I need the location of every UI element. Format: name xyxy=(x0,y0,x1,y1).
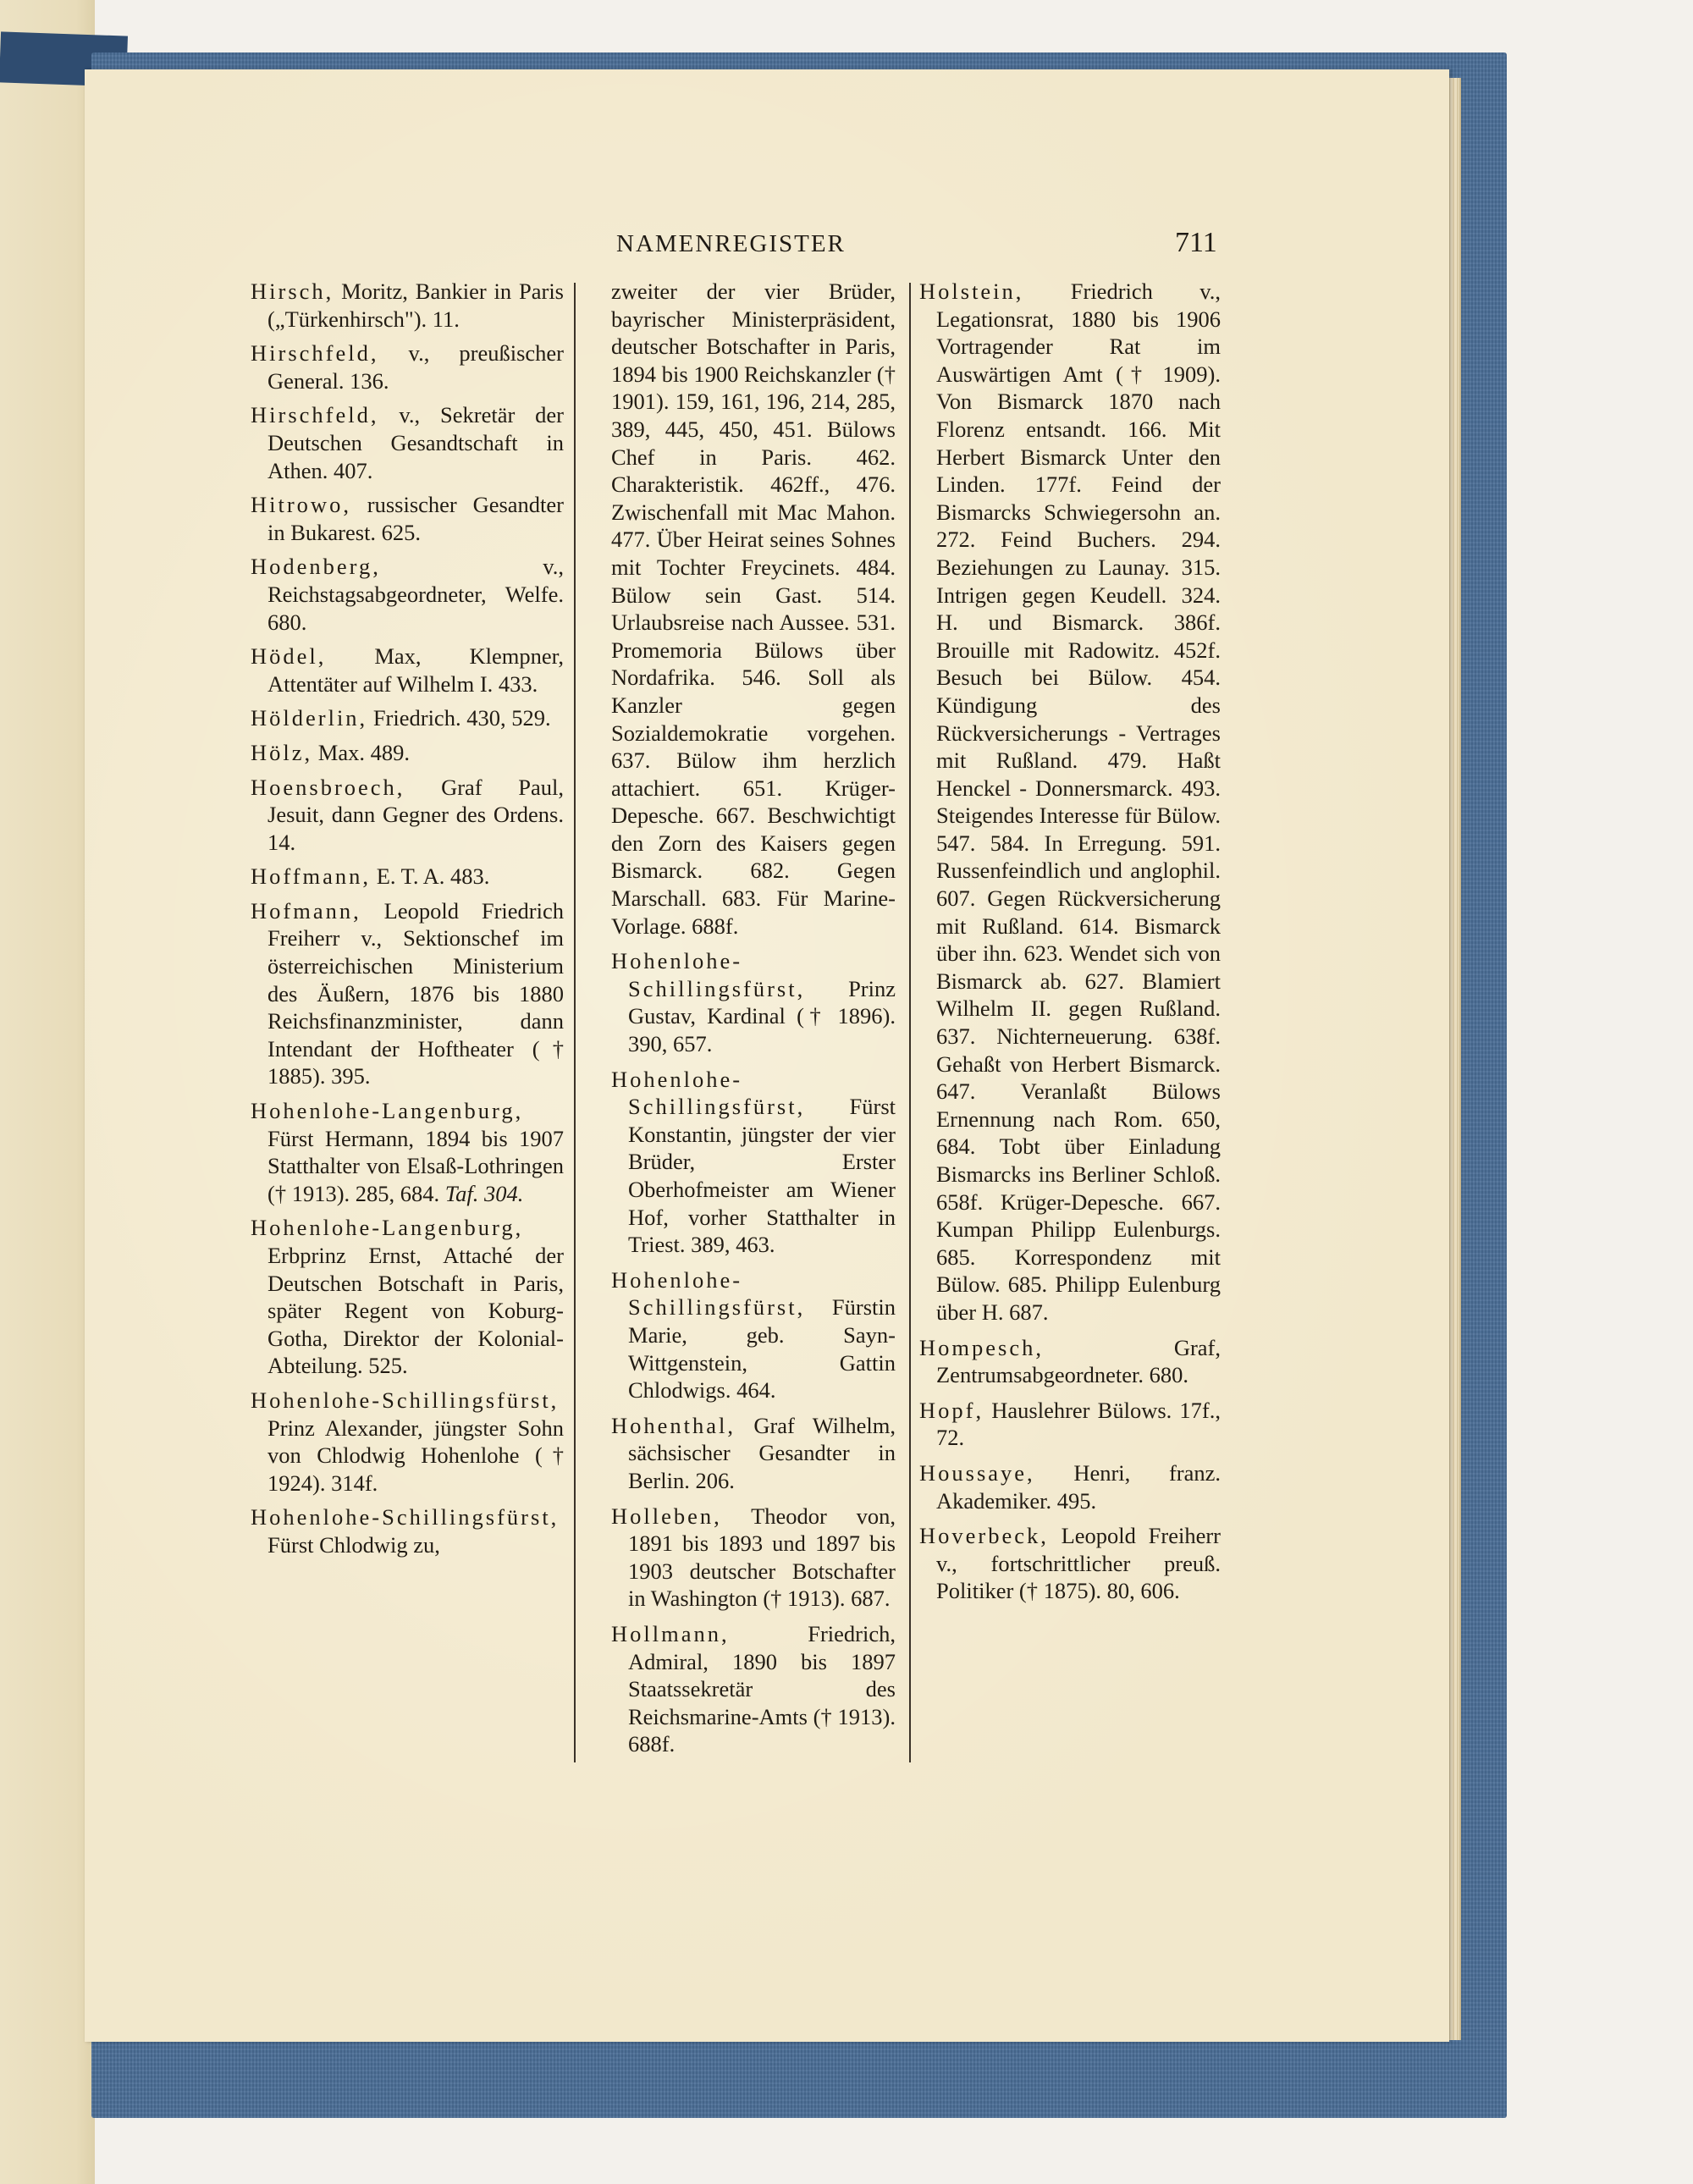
index-entry xyxy=(251,339,564,394)
entry-name: Hohenlohe-Langenburg, xyxy=(251,1098,524,1124)
index-entry xyxy=(251,278,564,333)
entry-name: Hirschfeld, xyxy=(251,340,379,367)
entry-name: Hödel, xyxy=(251,643,327,670)
entry-name: Hopf, xyxy=(919,1397,984,1423)
entry-name: Holleben, xyxy=(611,1503,722,1529)
entry-name: Holstein, xyxy=(919,279,1024,304)
left-page-edge xyxy=(0,0,95,2184)
entry-name: Hohenlohe-Schillingsfürst, xyxy=(251,1504,560,1530)
index-entry xyxy=(251,1214,564,1380)
index-entry xyxy=(251,1097,564,1207)
index-entry xyxy=(251,1503,564,1558)
entry-text: Prinz Alexander, jüngster Sohn von Chlodwig Hohenlohe († 1924). 314f. xyxy=(267,1415,564,1496)
entry-text: Leopold Friedrich Freiherr v., Sektionschef im österreichischen Ministerium des Äußern, 1876 bis 1880 Reichsfinanzminister, dann Intendant der Hoftheater († 1885). 395. xyxy=(267,897,564,1089)
index-entry xyxy=(919,1522,1221,1605)
entry-text: Friedrich. 430, 529. xyxy=(367,705,551,731)
entry-text: Moritz, Bankier in Paris („Türkenhirsch"). 11. xyxy=(267,279,564,332)
entry-text: Theodor von, 1891 bis 1893 und 1897 bis 1903 deutscher Botschafter in Washington († 1913). 687. xyxy=(628,1503,896,1612)
index-entry xyxy=(611,947,896,1057)
index-column-1 xyxy=(251,278,564,1566)
entry-text: Leopold Freiherr v., fortschrittlicher preuß. Politiker († 1875). 80, 606. xyxy=(936,1523,1221,1604)
entry-name: Hofmann, xyxy=(251,897,361,924)
index-entry xyxy=(919,1397,1221,1452)
entry-name: Hölz, xyxy=(251,739,313,765)
index-entry xyxy=(919,1334,1221,1389)
column-divider xyxy=(574,283,576,1762)
index-entry xyxy=(251,897,564,1090)
index-entry xyxy=(919,1459,1221,1514)
entry-name: Houssaye, xyxy=(919,1459,1035,1486)
entry-plate-reference: Taf. 304. xyxy=(444,1180,524,1206)
entry-name: Hoensbroech, xyxy=(251,774,405,800)
entry-text: v., Sekretär der Deutschen Gesandtschaft in Athen. 407. xyxy=(267,402,564,483)
entry-name: Hollmann, xyxy=(611,1620,730,1646)
entry-name: Hohenthal, xyxy=(611,1412,736,1438)
page-number: 711 xyxy=(1175,227,1217,258)
index-entry xyxy=(611,1503,896,1613)
index-entry xyxy=(251,704,564,732)
entry-text: Friedrich, Admiral, 1890 bis 1897 Staatssekretär des Reichsmarine-Amts († 1913). 688f. xyxy=(628,1620,896,1757)
index-entry xyxy=(251,643,564,698)
entry-text: Fürst Konstantin, jüngster der vier Brüder, Erster Oberhofmeister am Wiener Hof, vorher Statthalter in Triest. 389, 463. xyxy=(628,1094,896,1258)
index-entry xyxy=(251,1387,564,1497)
entry-name: Hirschfeld, xyxy=(251,402,379,428)
index-entry xyxy=(611,1266,896,1404)
index-column-2 xyxy=(611,278,896,1766)
entry-text: zweiter der vier Brüder, bayrischer Ministerpräsident, deutscher Botschafter in Paris, 1894 bis 1900 Reichskanzler († 1901). 159, 161, 196, 214, 285, 389, 445, 450, 451. Bülows Chef in Paris. 462. Charakteristik. 462ff., 476. Zwischenfall mit Mac Mahon. 477. Über Heirat seines Sohnes mit Tochter Freycinets. 484. Bülow sein Gast. 514. Urlaubsreise nach Aussee. 531. Promemoria Bülows über Nordafrika. 546. Soll als Kanzler gegen Sozialdemokratie vorgehen. 637. Bülow ihm herzlich attachiert. 651. Krüger-Depesche. 667. Beschwichtigt den Zorn des Kaisers gegen Bismarck. 682. Gegen Marschall. 683. Für Marine-Vorlage. 688f. xyxy=(611,279,896,939)
entry-name: Hodenberg, xyxy=(251,554,381,580)
entry-text: Fürstin Marie, geb. Sayn-Wittgenstein, Gattin Chlodwigs. 464. xyxy=(628,1294,896,1404)
entry-text: Fürst Chlodwig zu, xyxy=(267,1531,440,1558)
entry-text: russischer Gesandter in Bukarest. 625. xyxy=(267,492,564,545)
entry-text: Fürst Hermann, 1894 bis 1907 Statthalter von Elsaß-Lothringen († 1913). 285, 684. xyxy=(267,1125,564,1206)
entry-name: Hohenlohe-Schillingsfürst, xyxy=(611,1066,806,1120)
index-entry xyxy=(611,1066,896,1259)
index-column-3 xyxy=(919,278,1221,1613)
entry-name: Hompesch, xyxy=(919,1334,1044,1360)
index-entry xyxy=(251,774,564,857)
entry-text: v., Reichstagsabgeordneter, Welfe. 680. xyxy=(267,554,564,635)
index-entry xyxy=(251,863,564,891)
entry-name: Hohenlohe-Schillingsfürst, xyxy=(611,1266,806,1321)
entry-name: Hitrowo, xyxy=(251,492,351,518)
index-entry-continuation xyxy=(611,278,896,940)
entry-text: Graf Paul, Jesuit, dann Gegner des Ordens. 14. xyxy=(267,774,564,855)
entry-name: Hölderlin, xyxy=(251,705,368,731)
entry-text: Max. 489. xyxy=(312,739,410,765)
entry-name: Hohenlohe-Schillingsfürst, xyxy=(251,1387,560,1413)
entry-text: Graf, Zentrumsabgeordneter. 680. xyxy=(936,1334,1221,1388)
index-entry xyxy=(611,1620,896,1758)
entry-text: v., preußischer General. 136. xyxy=(267,340,564,394)
column-divider xyxy=(909,283,911,1762)
entry-name: Hirsch, xyxy=(251,279,334,304)
entry-name: Hoffmann, xyxy=(251,863,372,890)
entry-text: Friedrich v., Legationsrat, 1880 bis 1906 Vortragender Rat im Auswärtigen Amt († 1909). Von Bismarck 1870 nach Florenz entsandt. 166. Mit Herbert Bismarck Unter den Linden. 177f. Feind der Bismarcks Schwiegersohn an. 272. Feind Buchers. 294. Beziehungen zu Launay. 315. Intrigen gegen Keudell. 324. H. und Bismarck. 386f. Brouille mit Radowitz. 452f. Besuch bei Bülow. 454. Kündigung des Rückversicherungs - Vertrages mit Rußland. 479. Haßt Henckel - Donnersmarck. 493. Steigendes Interesse für Bülow. 547. 584. In Erregung. 591. Russenfeindlich und anglophil. 607. Gegen Rückversicherung mit Rußland. 614. Bismarck über ihn. 623. Wendet sich von Bismarck ab. 627. Blamiert Wilhelm II. gegen Rußland. 637. Nichterneuerung. 638f. Gehaßt von Herbert Bismarck. 647. Veranlaßt Bülows Ernennung nach Rom. 650, 684. Tobt über Einladung Bismarcks ins Berliner Schloß. 658f. Krüger-Depesche. 667. Kumpan Philipp Eulenburgs. 685. Korrespondenz mit Bülow. 685. Philipp Eulenburg über H. 687. xyxy=(936,279,1221,1325)
index-entry xyxy=(251,739,564,767)
running-title: NAMENREGISTER xyxy=(616,230,846,257)
index-entry xyxy=(611,1412,896,1495)
entry-text: Prinz Gustav, Kardinal († 1896). 390, 657. xyxy=(628,975,896,1057)
entry-name: Hohenlohe-Langenburg, xyxy=(251,1215,524,1241)
entry-text: E. T. A. 483. xyxy=(371,863,490,890)
index-entry xyxy=(919,278,1221,1326)
entry-text: Erbprinz Ernst, Attaché der Deutschen Botschaft in Paris, später Regent von Koburg-Gotha, Direktor der Kolonial-Abteilung. 525. xyxy=(267,1243,564,1379)
entry-name: Hoverbeck, xyxy=(919,1523,1049,1549)
entry-text: Graf Wilhelm, sächsischer Gesandter in Berlin. 206. xyxy=(628,1412,896,1493)
entry-name: Hohenlohe-Schillingsfürst, xyxy=(611,948,806,1001)
index-entry xyxy=(251,553,564,636)
index-entry xyxy=(251,491,564,546)
index-entry xyxy=(251,401,564,484)
entry-text: Henri, franz. Akademiker. 495. xyxy=(936,1459,1221,1514)
entry-text: Max, Klempner, Attentäter auf Wilhelm I. 433. xyxy=(267,643,564,697)
entry-text: Hauslehrer Bülows. 17f., 72. xyxy=(936,1397,1221,1451)
